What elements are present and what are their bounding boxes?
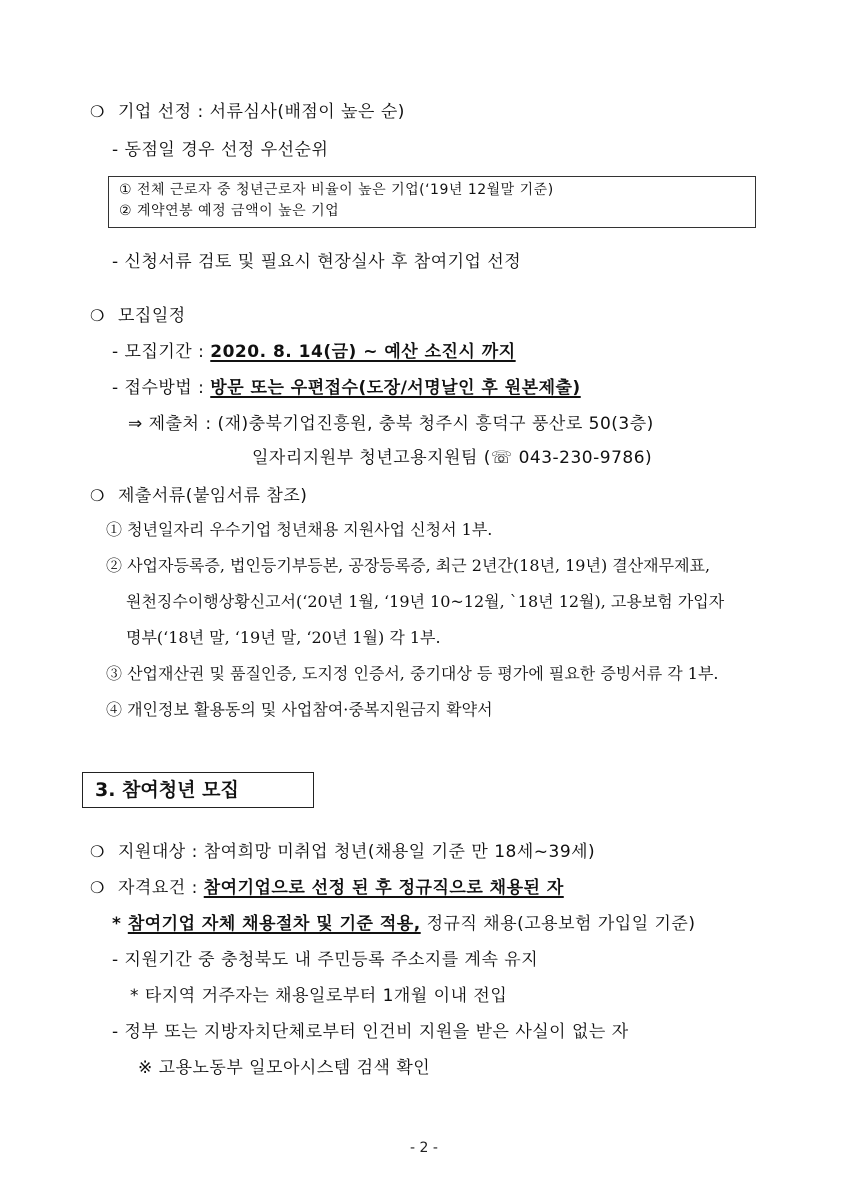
selection-heading: ❍ 기업 선정 : 서류심사(배점이 높은 순): [90, 102, 405, 122]
document-item-2: ② 사업자등록증, 법인등기부등본, 공장등록증, 최근 2년간(18년, 19년) 결산재무제표,: [106, 556, 711, 575]
submit-to: ⇒ 제출처 : (재)충북기업진흥원, 충북 청주시 흥덕구 풍산로 50(3층): [128, 414, 654, 434]
submit-to-team: 일자리지원부 청년고용지원팀 (☏ 043-230-9786): [252, 448, 653, 468]
qualification-line: ❍ 자격요건 : 참여기업으로 선정 된 후 정규직으로 채용된 자: [90, 878, 564, 898]
review-line: - 신청서류 검토 및 필요시 현장실사 후 참여기업 선정: [112, 252, 522, 272]
page-number: - 2 -: [410, 1140, 438, 1156]
target-line: ❍ 지원대상 : 참여희망 미취업 청년(채용일 기준 만 18세~39세): [90, 842, 596, 862]
residence-line: - 지원기간 중 충청북도 내 주민등록 주소지를 계속 유지: [112, 950, 539, 970]
qualification-note: * 참여기업 자체 채용절차 및 기준 적용, 정규직 채용(고용보험 가입일 기준): [112, 914, 696, 934]
document-item-2-cont2: 명부(‘18년 말, ‘19년 말, ‘20년 1월) 각 1부.: [126, 628, 441, 647]
tie-rule: - 동점일 경우 선정 우선순위: [112, 140, 329, 160]
document-item-3: ③ 산업재산권 및 품질인증, 도지정 인증서, 중기대상 등 평가에 필요한 증빙서류 각 1부.: [106, 664, 719, 683]
method-line: - 접수방법 : 방문 또는 우편접수(도장/서명날인 후 원본제출): [112, 378, 581, 398]
check-note: ※ 고용노동부 일모아시스템 검색 확인: [138, 1058, 431, 1078]
document-item-2-cont: 원천징수이행상황신고서(‘20년 1월, ‘19년 10~12월, `18년 12월), 고용보험 가입자: [126, 592, 725, 611]
priority-box: [108, 176, 756, 228]
priority-item-2: ② 계약연봉 예정 금액이 높은 기업: [119, 203, 340, 219]
period-line: - 모집기간 : 2020. 8. 14(금) ~ 예산 소진시 까지: [112, 342, 516, 362]
documents-heading: ❍ 제출서류(붙임서류 참조): [90, 486, 308, 506]
document-item-4: ④ 개인정보 활용동의 및 사업참여·중복지원금지 확약서: [106, 700, 493, 719]
hollow-circle-icon: ❍: [90, 842, 105, 861]
document-item-1: ① 청년일자리 우수기업 청년채용 지원사업 신청서 1부.: [106, 520, 493, 539]
residence-note: * 타지역 거주자는 채용일로부터 1개월 이내 전입: [130, 986, 508, 1006]
schedule-heading: ❍ 모집일정: [90, 306, 186, 326]
section-3-title: 3. 참여청년 모집: [82, 772, 314, 808]
hollow-circle-icon: ❍: [90, 102, 105, 121]
priority-item-1: ① 전체 근로자 중 청년근로자 비율이 높은 기업(‘19년 12월말 기준): [119, 182, 554, 198]
hollow-circle-icon: ❍: [90, 878, 105, 897]
no-support-line: - 정부 또는 지방자치단체로부터 인건비 지원을 받은 사실이 없는 자: [112, 1022, 629, 1042]
hollow-circle-icon: ❍: [90, 306, 105, 325]
hollow-circle-icon: ❍: [90, 486, 105, 505]
